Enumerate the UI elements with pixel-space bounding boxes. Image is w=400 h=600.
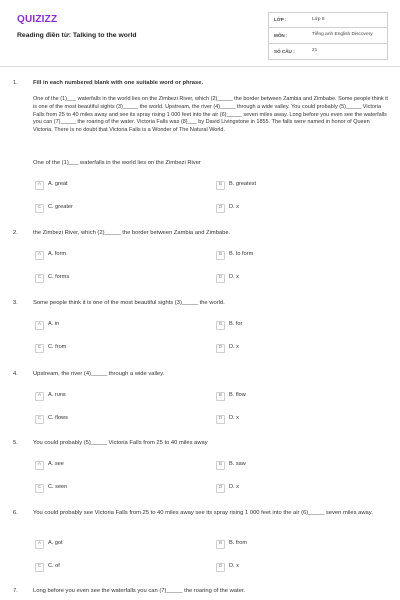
meta-key: LỚP :: [274, 17, 287, 23]
question-text: One of the (1)___ waterfalls in the world lies on the Zimbezi River: [33, 160, 201, 166]
meta-row-subject: [268, 28, 388, 44]
question-number: 3.: [13, 300, 18, 306]
option-c[interactable]: [35, 562, 60, 572]
option-letter: B: [216, 181, 225, 190]
option-letter: B: [216, 392, 225, 401]
option-a[interactable]: [35, 539, 63, 549]
option-text: B. flow: [229, 392, 246, 399]
option-text: D. x: [229, 204, 239, 211]
option-letter: A: [35, 540, 44, 549]
question-number: 7.: [13, 588, 18, 594]
option-c[interactable]: [35, 273, 69, 283]
option-letter: D: [216, 563, 225, 572]
option-b[interactable]: [216, 460, 246, 470]
option-letter: B: [216, 461, 225, 470]
option-text: D. x: [229, 415, 239, 422]
option-text: C. from: [48, 344, 67, 351]
page-header: [0, 0, 400, 62]
option-text: D. x: [229, 274, 239, 281]
option-letter: C: [35, 344, 44, 353]
option-letter: D: [216, 344, 225, 353]
option-text: A. in: [48, 321, 60, 328]
option-b[interactable]: [216, 539, 247, 549]
option-letter: C: [35, 563, 44, 572]
question-number: 1.: [13, 80, 18, 86]
option-text: B. for: [229, 321, 243, 328]
meta-row-count: [268, 44, 388, 60]
option-c[interactable]: [35, 414, 68, 424]
option-letter: C: [35, 484, 44, 493]
option-letter: A: [35, 181, 44, 190]
option-text: B. from: [229, 540, 248, 547]
option-d[interactable]: [216, 414, 239, 424]
question-text: Long before you even see the waterfalls you can (7)_____ the roaring of the water.: [33, 588, 246, 594]
option-text: C. greater: [48, 204, 73, 211]
option-b[interactable]: [216, 320, 242, 330]
option-letter: D: [216, 415, 225, 424]
option-text: A. great: [48, 181, 68, 188]
option-b[interactable]: [216, 391, 246, 401]
question-text: Upstream, the river (4)_____ through a wide valley.: [33, 371, 165, 377]
option-a[interactable]: [35, 180, 68, 190]
question-text: You could probably see Victoria Falls from 25 to 40 miles away see its spray rising 1 000 feet into the air (6)_____ seven miles away.: [33, 510, 373, 516]
option-b[interactable]: [216, 180, 256, 190]
option-b[interactable]: [216, 250, 253, 260]
option-letter: B: [216, 321, 225, 330]
header-divider: [0, 66, 400, 67]
option-letter: C: [35, 415, 44, 424]
question-instruction: Fill in each numbered blank with one suitable word or phrase.: [33, 80, 204, 86]
meta-value: Lớp 6: [312, 16, 325, 22]
option-letter: A: [35, 251, 44, 260]
option-text: A. got: [48, 540, 63, 547]
option-d[interactable]: [216, 483, 239, 493]
option-letter: D: [216, 204, 225, 213]
option-letter: D: [216, 274, 225, 283]
option-letter: C: [35, 274, 44, 283]
option-c[interactable]: [35, 203, 73, 213]
option-a[interactable]: [35, 320, 59, 330]
option-text: A. runs: [48, 392, 66, 399]
option-text: C. seen: [48, 484, 68, 491]
option-text: B. saw: [229, 461, 246, 468]
meta-info-table: [268, 12, 388, 60]
option-letter: B: [216, 251, 225, 260]
option-letter: D: [216, 484, 225, 493]
option-d[interactable]: [216, 343, 239, 353]
option-d[interactable]: [216, 203, 239, 213]
option-a[interactable]: [35, 250, 66, 260]
option-c[interactable]: [35, 483, 67, 493]
option-letter: C: [35, 204, 44, 213]
option-text: A. see: [48, 461, 64, 468]
meta-value: Tiếng anh English Discovery: [312, 32, 373, 38]
meta-row-class: [268, 12, 388, 28]
question-number: 4.: [13, 371, 18, 377]
question-text: the Zimbezi River, which (2)_____ the border between Zambia and Zimbabe.: [33, 230, 231, 236]
question-text: You could probably (5)_____ Victoria Falls from 25 to 40 miles away: [33, 440, 208, 446]
option-text: D. x: [229, 344, 239, 351]
question-number: 5.: [13, 440, 18, 446]
option-d[interactable]: [216, 273, 239, 283]
option-d[interactable]: [216, 562, 239, 572]
question-number: 6.: [13, 510, 18, 516]
reading-passage: One of the (1)___ waterfalls in the world lies on the Zimbezi River, which (2)_____ the border between Zambia and Zimbabe. Some people think it is one of the most beautiful sights (3)_____ the world. Upstream, the river (4)_____ through a wide valley. You could probably (5)_____ Victoria Falls from 25 to 40 miles away and see its spray rising 1 000 feet into the air (6)_____ seven miles away. Long before you even see the waterfalls you can (7)_____ the roaring of the water. Victoria Falls was (8)___ by David Livingstone in 1855. The falls were named in honor of Queen Victoria. There is no doubt that Victoria Falls is a Wonder of The Natural World.: [33, 96, 388, 134]
option-text: A. form: [48, 251, 67, 258]
option-a[interactable]: [35, 460, 64, 470]
option-text: B. greatest: [229, 181, 257, 188]
option-text: D. x: [229, 484, 239, 491]
meta-key: SỐ CÂU :: [274, 48, 295, 54]
option-letter: A: [35, 461, 44, 470]
question-text: Some people think it is one of the most beautiful sights (3)_____ the world.: [33, 300, 225, 306]
quizizz-logo: QUIZIZZ: [17, 14, 58, 25]
option-letter: B: [216, 540, 225, 549]
option-text: C. forms: [48, 274, 70, 281]
meta-value: 21: [312, 48, 318, 54]
option-text: C. of: [48, 563, 60, 570]
option-c[interactable]: [35, 343, 66, 353]
meta-key: MÔN :: [274, 32, 288, 38]
document-title: Reading điền từ: Talking to the world: [17, 32, 137, 39]
option-letter: A: [35, 321, 44, 330]
option-text: B. to form: [229, 251, 254, 258]
option-a[interactable]: [35, 391, 66, 401]
option-letter: A: [35, 392, 44, 401]
question-number: 2.: [13, 230, 18, 236]
option-text: C. flows: [48, 415, 68, 422]
option-text: D. x: [229, 563, 239, 570]
